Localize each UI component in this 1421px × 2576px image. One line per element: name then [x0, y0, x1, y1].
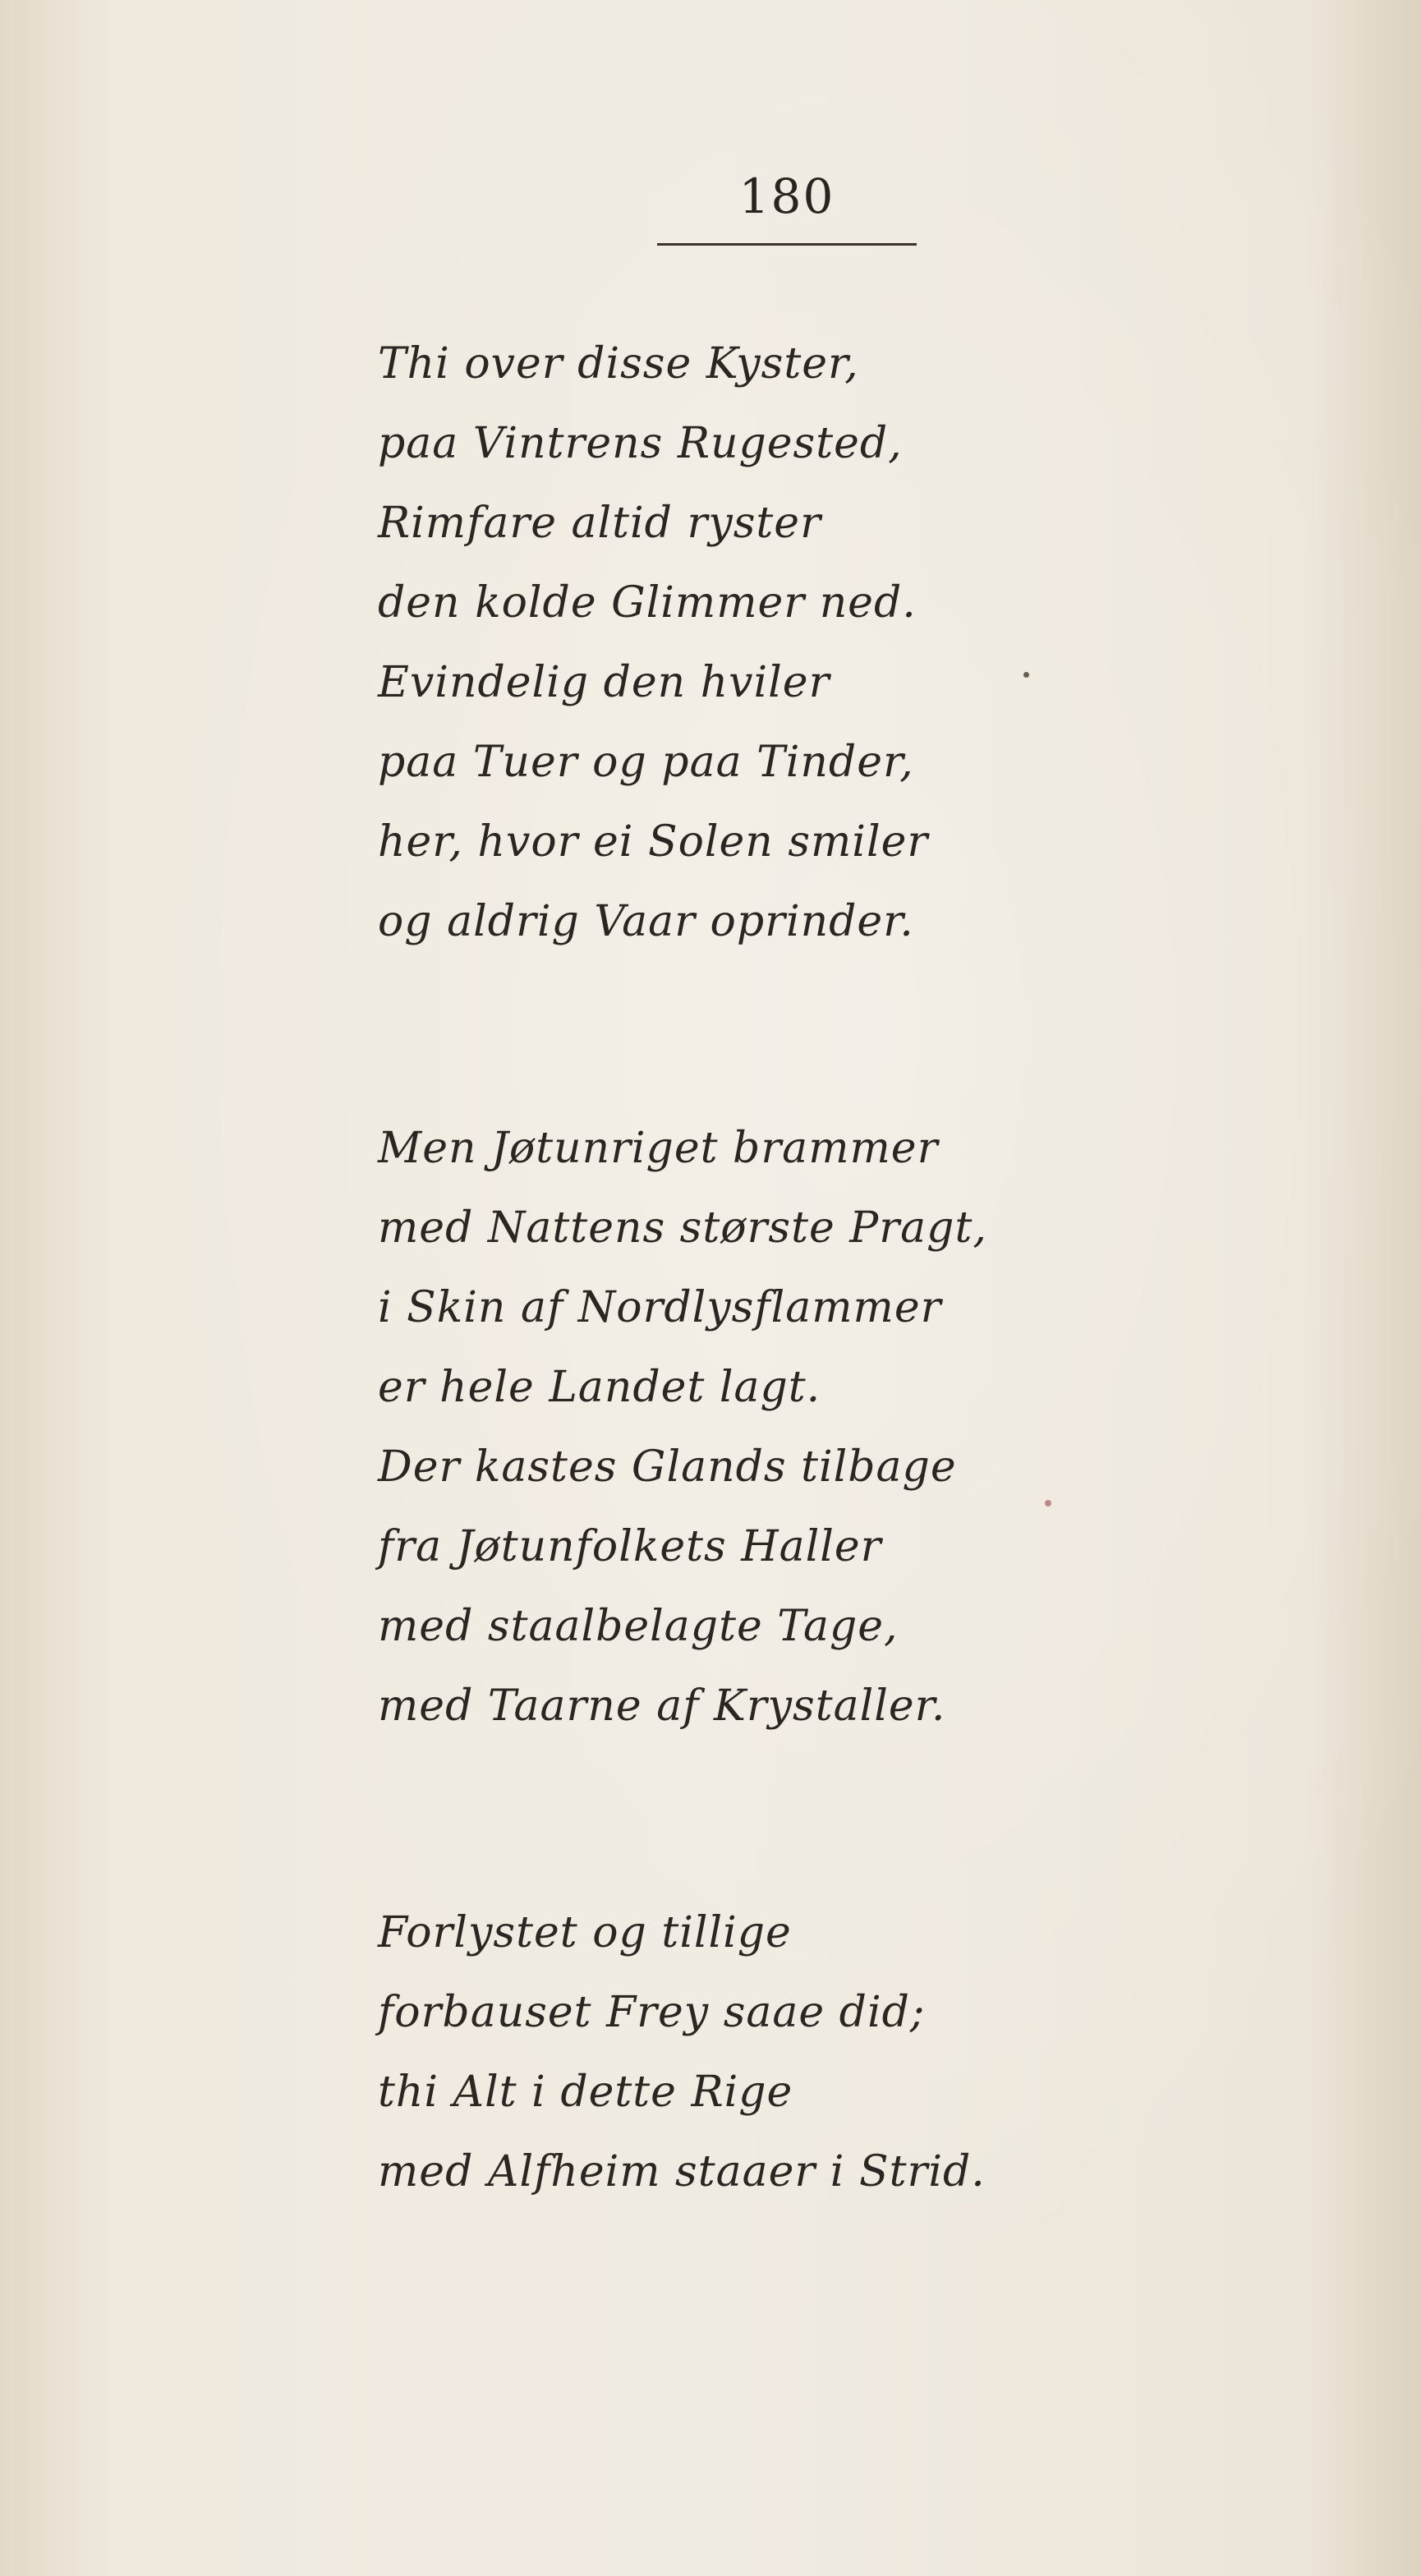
verse-line: med staalbelagte Tage,	[378, 1602, 899, 1651]
verse-line: thi Alt i dette Rige	[378, 2068, 793, 2117]
page-number: 180	[738, 168, 835, 224]
verse-line: i Skin af Nordlysflammer	[378, 1283, 942, 1332]
verse-line: den kolde Glimmer ned.	[378, 578, 917, 628]
verse-line: Der kastes Glands tilbage	[378, 1442, 957, 1492]
verse-line: Evindelig den hviler	[378, 658, 830, 707]
verse-line: og aldrig Vaar oprinder.	[378, 897, 914, 946]
verse-line: med Alfheim staaer i Strid.	[378, 2147, 986, 2196]
page-number-rule	[657, 243, 917, 246]
verse-line: Men Jøtunriget brammer	[378, 1124, 939, 1173]
verse-line: fra Jøtunfolkets Haller	[378, 1522, 882, 1571]
verse-line: med Nattens største Pragt,	[378, 1203, 987, 1253]
verse-line: Rimfare altid ryster	[378, 499, 821, 548]
stanza-2	[378, 1109, 1199, 1746]
stanza-3	[378, 1893, 1199, 2212]
paper-speck	[1045, 1500, 1051, 1506]
verse-line: forbauset Frey saae did;	[378, 1988, 926, 2037]
verse-line: Thi over disse Kyster,	[378, 339, 859, 389]
verse-line: Forlystet og tillige	[378, 1908, 792, 1957]
verse-line: med Taarne af Krystaller.	[378, 1681, 946, 1731]
verse-line: her, hvor ei Solen smiler	[378, 817, 929, 867]
verse-line: paa Vintrens Rugested,	[378, 419, 903, 468]
verse-line: paa Tuer og paa Tinder,	[378, 738, 914, 787]
verse-line: er hele Landet lagt.	[378, 1363, 821, 1412]
paper-speck	[1023, 672, 1029, 678]
stanza-1	[378, 324, 1199, 962]
